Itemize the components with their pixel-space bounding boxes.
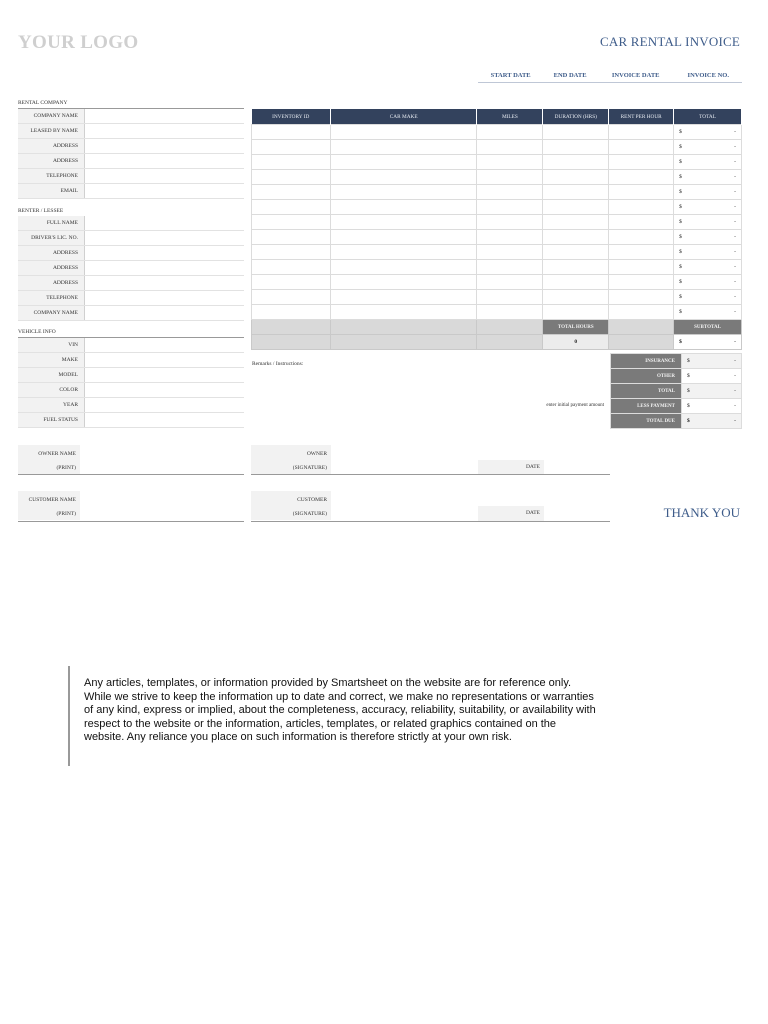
inventory-id-cell[interactable] — [252, 185, 331, 200]
row-total-cell — [674, 170, 742, 185]
owner-signature-label-box — [251, 445, 331, 474]
miles-cell[interactable] — [477, 170, 543, 185]
model-input[interactable] — [85, 368, 245, 383]
table-cell — [252, 320, 331, 335]
car-make-cell[interactable] — [330, 290, 477, 305]
miles-cell[interactable] — [477, 185, 543, 200]
duration-cell[interactable] — [543, 170, 609, 185]
car-make-cell[interactable] — [330, 155, 477, 170]
field-label: ADDRESS — [18, 154, 85, 169]
currency-symbol: $ — [687, 403, 690, 409]
currency-symbol: $ — [679, 279, 682, 285]
rent-per-hour-cell[interactable] — [609, 155, 674, 170]
subtotal-cell — [674, 335, 742, 350]
insurance-cell[interactable] — [682, 354, 742, 369]
row-total-cell — [674, 230, 742, 245]
field-label: TELEPHONE — [18, 291, 85, 306]
less-payment-label: LESS PAYMENT — [611, 399, 682, 414]
duration-cell[interactable] — [543, 215, 609, 230]
duration-cell[interactable] — [543, 155, 609, 170]
owner-name-input[interactable] — [80, 445, 244, 474]
table-row — [252, 215, 742, 230]
inventory-rows — [252, 125, 742, 320]
currency-symbol: $ — [679, 249, 682, 255]
remarks-label: Remarks / Instructions: — [252, 361, 304, 367]
renter-heading: RENTER / LESSEE — [18, 208, 64, 214]
telephone-input[interactable] — [85, 291, 245, 306]
invoice-number-label: INVOICE NO. — [675, 68, 743, 83]
rent-per-hour-cell[interactable] — [609, 245, 674, 260]
row-total-value: - — [734, 234, 736, 240]
row-total-value: - — [734, 129, 736, 135]
row-total-cell — [674, 125, 742, 140]
owner-signature-label: (SIGNATURE) — [292, 465, 327, 471]
row-total-cell — [674, 260, 742, 275]
less-payment-value: - — [734, 403, 736, 409]
full-name-input[interactable] — [85, 216, 245, 231]
signature-line — [18, 474, 244, 475]
row-total-value: - — [734, 294, 736, 300]
customer-name-label: CUSTOMER NAME — [28, 497, 76, 503]
row-total-cell — [674, 290, 742, 305]
customer-signature-label: (SIGNATURE) — [292, 511, 327, 517]
fuel-status-input[interactable] — [85, 413, 245, 428]
car-make-cell[interactable] — [330, 275, 477, 290]
table-row — [252, 245, 742, 260]
row-total-value: - — [734, 264, 736, 270]
drivers-license-input[interactable] — [85, 231, 245, 246]
signature-line — [18, 521, 244, 522]
total-due-label: TOTAL DUE — [611, 414, 682, 429]
car-make-cell[interactable] — [330, 185, 477, 200]
currency-symbol: $ — [679, 339, 682, 345]
address-input[interactable] — [85, 246, 245, 261]
address-input[interactable] — [85, 139, 245, 154]
total-hours-label: TOTAL HOURS — [543, 320, 609, 335]
car-make-cell[interactable] — [330, 305, 477, 320]
inventory-id-cell[interactable] — [252, 215, 331, 230]
total-due-cell — [682, 414, 742, 429]
field-label: FULL NAME — [18, 216, 85, 231]
vehicle-fields — [18, 338, 244, 428]
rental-company-heading: RENTAL COMPANY — [18, 100, 68, 106]
other-label: OTHER — [611, 369, 682, 384]
field-label: VIN — [18, 338, 85, 353]
currency-symbol: $ — [687, 373, 690, 379]
insurance-value: - — [734, 358, 736, 364]
row-total-cell — [674, 245, 742, 260]
color-input[interactable] — [85, 383, 245, 398]
miles-cell[interactable] — [477, 125, 543, 140]
year-input[interactable] — [85, 398, 245, 413]
column-header: TOTAL — [674, 109, 742, 125]
field-label: ADDRESS — [18, 246, 85, 261]
duration-cell[interactable] — [543, 200, 609, 215]
duration-cell[interactable] — [543, 290, 609, 305]
summary-table — [610, 353, 742, 429]
rental-company-fields — [18, 109, 244, 199]
row-total-cell — [674, 305, 742, 320]
column-header: MILES — [477, 109, 543, 125]
miles-cell[interactable] — [477, 305, 543, 320]
table-row — [252, 155, 742, 170]
customer-print-label: (PRINT) — [56, 511, 76, 517]
row-total-cell — [674, 185, 742, 200]
duration-cell[interactable] — [543, 125, 609, 140]
table-row — [252, 230, 742, 245]
signature-line — [251, 474, 610, 475]
owner-date-input[interactable] — [544, 460, 610, 474]
duration-cell[interactable] — [543, 305, 609, 320]
total-value: - — [734, 388, 736, 394]
field-label: COLOR — [18, 383, 85, 398]
end-date-label: END DATE — [543, 68, 597, 83]
less-payment-cell[interactable] — [682, 399, 742, 414]
customer-label: CUSTOMER — [297, 497, 327, 503]
logo-placeholder: YOUR LOGO — [18, 32, 139, 53]
field-label: YEAR — [18, 398, 85, 413]
currency-symbol: $ — [679, 204, 682, 210]
car-make-cell[interactable] — [330, 125, 477, 140]
row-total-cell — [674, 140, 742, 155]
address-input[interactable] — [85, 154, 245, 169]
currency-symbol: $ — [679, 129, 682, 135]
currency-symbol: $ — [679, 144, 682, 150]
column-header: CAR MAKE — [330, 109, 477, 125]
rent-per-hour-cell[interactable] — [609, 170, 674, 185]
rent-per-hour-cell[interactable] — [609, 215, 674, 230]
field-label: MAKE — [18, 353, 85, 368]
table-row — [252, 185, 742, 200]
telephone-input[interactable] — [85, 169, 245, 184]
table-row — [252, 305, 742, 320]
miles-cell[interactable] — [477, 215, 543, 230]
inventory-id-cell[interactable] — [252, 200, 331, 215]
inventory-table — [251, 109, 742, 350]
row-total-cell — [674, 275, 742, 290]
start-date-label: START DATE — [478, 68, 543, 83]
miles-cell[interactable] — [477, 245, 543, 260]
payment-note: enter initial payment amount — [546, 403, 604, 408]
table-row — [252, 290, 742, 305]
car-make-cell[interactable] — [330, 260, 477, 275]
car-make-cell[interactable] — [330, 140, 477, 155]
owner-signature-input[interactable] — [331, 445, 477, 474]
owner-print-label: (PRINT) — [56, 465, 76, 471]
totals-value-row — [252, 335, 742, 350]
table-row — [252, 260, 742, 275]
car-make-cell[interactable] — [330, 215, 477, 230]
rent-per-hour-cell[interactable] — [609, 260, 674, 275]
rent-per-hour-cell[interactable] — [609, 140, 674, 155]
table-cell — [330, 335, 477, 350]
company-name-input[interactable] — [85, 306, 245, 321]
duration-cell[interactable] — [543, 275, 609, 290]
field-label: LEASED BY NAME — [18, 124, 85, 139]
customer-signature-label-box — [251, 491, 331, 520]
duration-cell[interactable] — [543, 140, 609, 155]
row-total-value: - — [734, 159, 736, 165]
other-cell[interactable] — [682, 369, 742, 384]
inventory-id-cell[interactable] — [252, 275, 331, 290]
inventory-id-cell[interactable] — [252, 155, 331, 170]
table-row — [252, 275, 742, 290]
inventory-id-cell[interactable] — [252, 290, 331, 305]
field-label: EMAIL — [18, 184, 85, 199]
customer-date-label: DATE — [478, 506, 544, 521]
miles-cell[interactable] — [477, 200, 543, 215]
inventory-id-cell[interactable] — [252, 260, 331, 275]
subtotal-label: SUBTOTAL — [674, 320, 742, 335]
miles-cell[interactable] — [477, 140, 543, 155]
disclaimer-box — [68, 666, 598, 766]
totals-header-row — [252, 320, 742, 335]
inventory-id-cell[interactable] — [252, 170, 331, 185]
inventory-id-cell[interactable] — [252, 140, 331, 155]
car-make-cell[interactable] — [330, 200, 477, 215]
currency-symbol: $ — [679, 174, 682, 180]
rent-per-hour-cell[interactable] — [609, 200, 674, 215]
rent-per-hour-cell[interactable] — [609, 230, 674, 245]
field-label: ADDRESS — [18, 261, 85, 276]
customer-signature-input[interactable] — [331, 491, 477, 520]
row-total-value: - — [734, 219, 736, 225]
field-label: COMPANY NAME — [18, 109, 85, 124]
inventory-id-cell[interactable] — [252, 245, 331, 260]
table-row — [252, 140, 742, 155]
inventory-id-cell[interactable] — [252, 305, 331, 320]
field-label: TELEPHONE — [18, 169, 85, 184]
total-hours-value: 0 — [543, 335, 609, 350]
insurance-label: INSURANCE — [611, 354, 682, 369]
currency-symbol: $ — [687, 418, 690, 424]
currency-symbol: $ — [679, 264, 682, 270]
row-total-value: - — [734, 189, 736, 195]
thank-you-text: THANK YOU — [663, 505, 740, 520]
rent-per-hour-cell[interactable] — [609, 275, 674, 290]
row-total-cell — [674, 215, 742, 230]
row-total-cell — [674, 155, 742, 170]
inventory-id-cell[interactable] — [252, 125, 331, 140]
car-make-cell[interactable] — [330, 245, 477, 260]
rent-per-hour-cell[interactable] — [609, 185, 674, 200]
leased-by-name-input[interactable] — [85, 124, 245, 139]
duration-cell[interactable] — [543, 260, 609, 275]
field-label: COMPANY NAME — [18, 306, 85, 321]
table-cell — [477, 335, 543, 350]
address-input[interactable] — [85, 261, 245, 276]
field-label: ADDRESS — [18, 276, 85, 291]
customer-name-input[interactable] — [80, 491, 244, 520]
car-make-cell[interactable] — [330, 230, 477, 245]
total-label: TOTAL — [611, 384, 682, 399]
owner-label: OWNER — [306, 451, 327, 457]
invoice-title: CAR RENTAL INVOICE — [599, 34, 740, 49]
field-label: DRIVER'S LIC. NO. — [18, 231, 85, 246]
currency-symbol: $ — [679, 234, 682, 240]
address-input[interactable] — [85, 276, 245, 291]
column-header: INVENTORY ID — [252, 109, 331, 125]
table-cell — [609, 320, 674, 335]
inventory-id-cell[interactable] — [252, 230, 331, 245]
rent-per-hour-cell[interactable] — [609, 125, 674, 140]
currency-symbol: $ — [687, 358, 690, 364]
field-label: ADDRESS — [18, 139, 85, 154]
miles-cell[interactable] — [477, 275, 543, 290]
field-label: MODEL — [18, 368, 85, 383]
currency-symbol: $ — [679, 294, 682, 300]
field-label: FUEL STATUS — [18, 413, 85, 428]
table-row — [252, 125, 742, 140]
table-cell — [477, 320, 543, 335]
row-total-value: - — [734, 174, 736, 180]
miles-cell[interactable] — [477, 260, 543, 275]
company-name-input[interactable] — [85, 109, 245, 124]
row-total-value: - — [734, 249, 736, 255]
total-cell — [682, 384, 742, 399]
currency-symbol: $ — [687, 388, 690, 394]
owner-name-label-box — [18, 445, 80, 474]
row-total-value: - — [734, 204, 736, 210]
row-total-value: - — [734, 279, 736, 285]
table-row — [252, 200, 742, 215]
table-cell — [252, 335, 331, 350]
duration-cell[interactable] — [543, 245, 609, 260]
car-make-cell[interactable] — [330, 170, 477, 185]
owner-date-label: DATE — [478, 460, 544, 474]
row-total-value: - — [734, 144, 736, 150]
rent-per-hour-cell[interactable] — [609, 290, 674, 305]
row-total-cell — [674, 200, 742, 215]
subtotal-value: - — [734, 339, 736, 345]
miles-cell[interactable] — [477, 155, 543, 170]
signature-line — [251, 521, 610, 522]
vehicle-info-heading: VEHICLE INFO — [18, 329, 56, 335]
renter-fields — [18, 216, 244, 321]
duration-cell[interactable] — [543, 230, 609, 245]
invoice-header-fields — [478, 68, 742, 83]
rent-per-hour-cell[interactable] — [609, 305, 674, 320]
row-total-value: - — [734, 309, 736, 315]
invoice-date-label: INVOICE DATE — [597, 68, 675, 83]
currency-symbol: $ — [679, 159, 682, 165]
miles-cell[interactable] — [477, 230, 543, 245]
table-row — [252, 170, 742, 185]
table-cell — [609, 335, 674, 350]
total-due-value: - — [734, 418, 736, 424]
column-header: RENT PER HOUR — [609, 109, 674, 125]
other-value: - — [734, 373, 736, 379]
currency-symbol: $ — [679, 309, 682, 315]
currency-symbol: $ — [679, 189, 682, 195]
table-cell — [330, 320, 477, 335]
disclaimer-text: Any articles, templates, or information provided by Smartsheet on the website are for reference only. While we strive to keep the information up to date and correct, we make no representations or warranties of any kind, express or implied, about the completeness, accuracy, reliability, suitability, or availability with respect to the website or the information, articles, templates, or related graphics contained on the website. Any reliance you place on such information is therefore strictly at your own risk. — [84, 677, 596, 744]
miles-cell[interactable] — [477, 290, 543, 305]
duration-cell[interactable] — [543, 185, 609, 200]
customer-name-label-box — [18, 491, 80, 520]
currency-symbol: $ — [679, 219, 682, 225]
make-input[interactable] — [85, 353, 245, 368]
customer-date-input[interactable] — [544, 506, 610, 521]
email-input[interactable] — [85, 184, 245, 199]
owner-name-label: OWNER NAME — [38, 451, 76, 457]
column-header: DURATION (HRS) — [543, 109, 609, 125]
vin-input[interactable] — [85, 338, 245, 353]
